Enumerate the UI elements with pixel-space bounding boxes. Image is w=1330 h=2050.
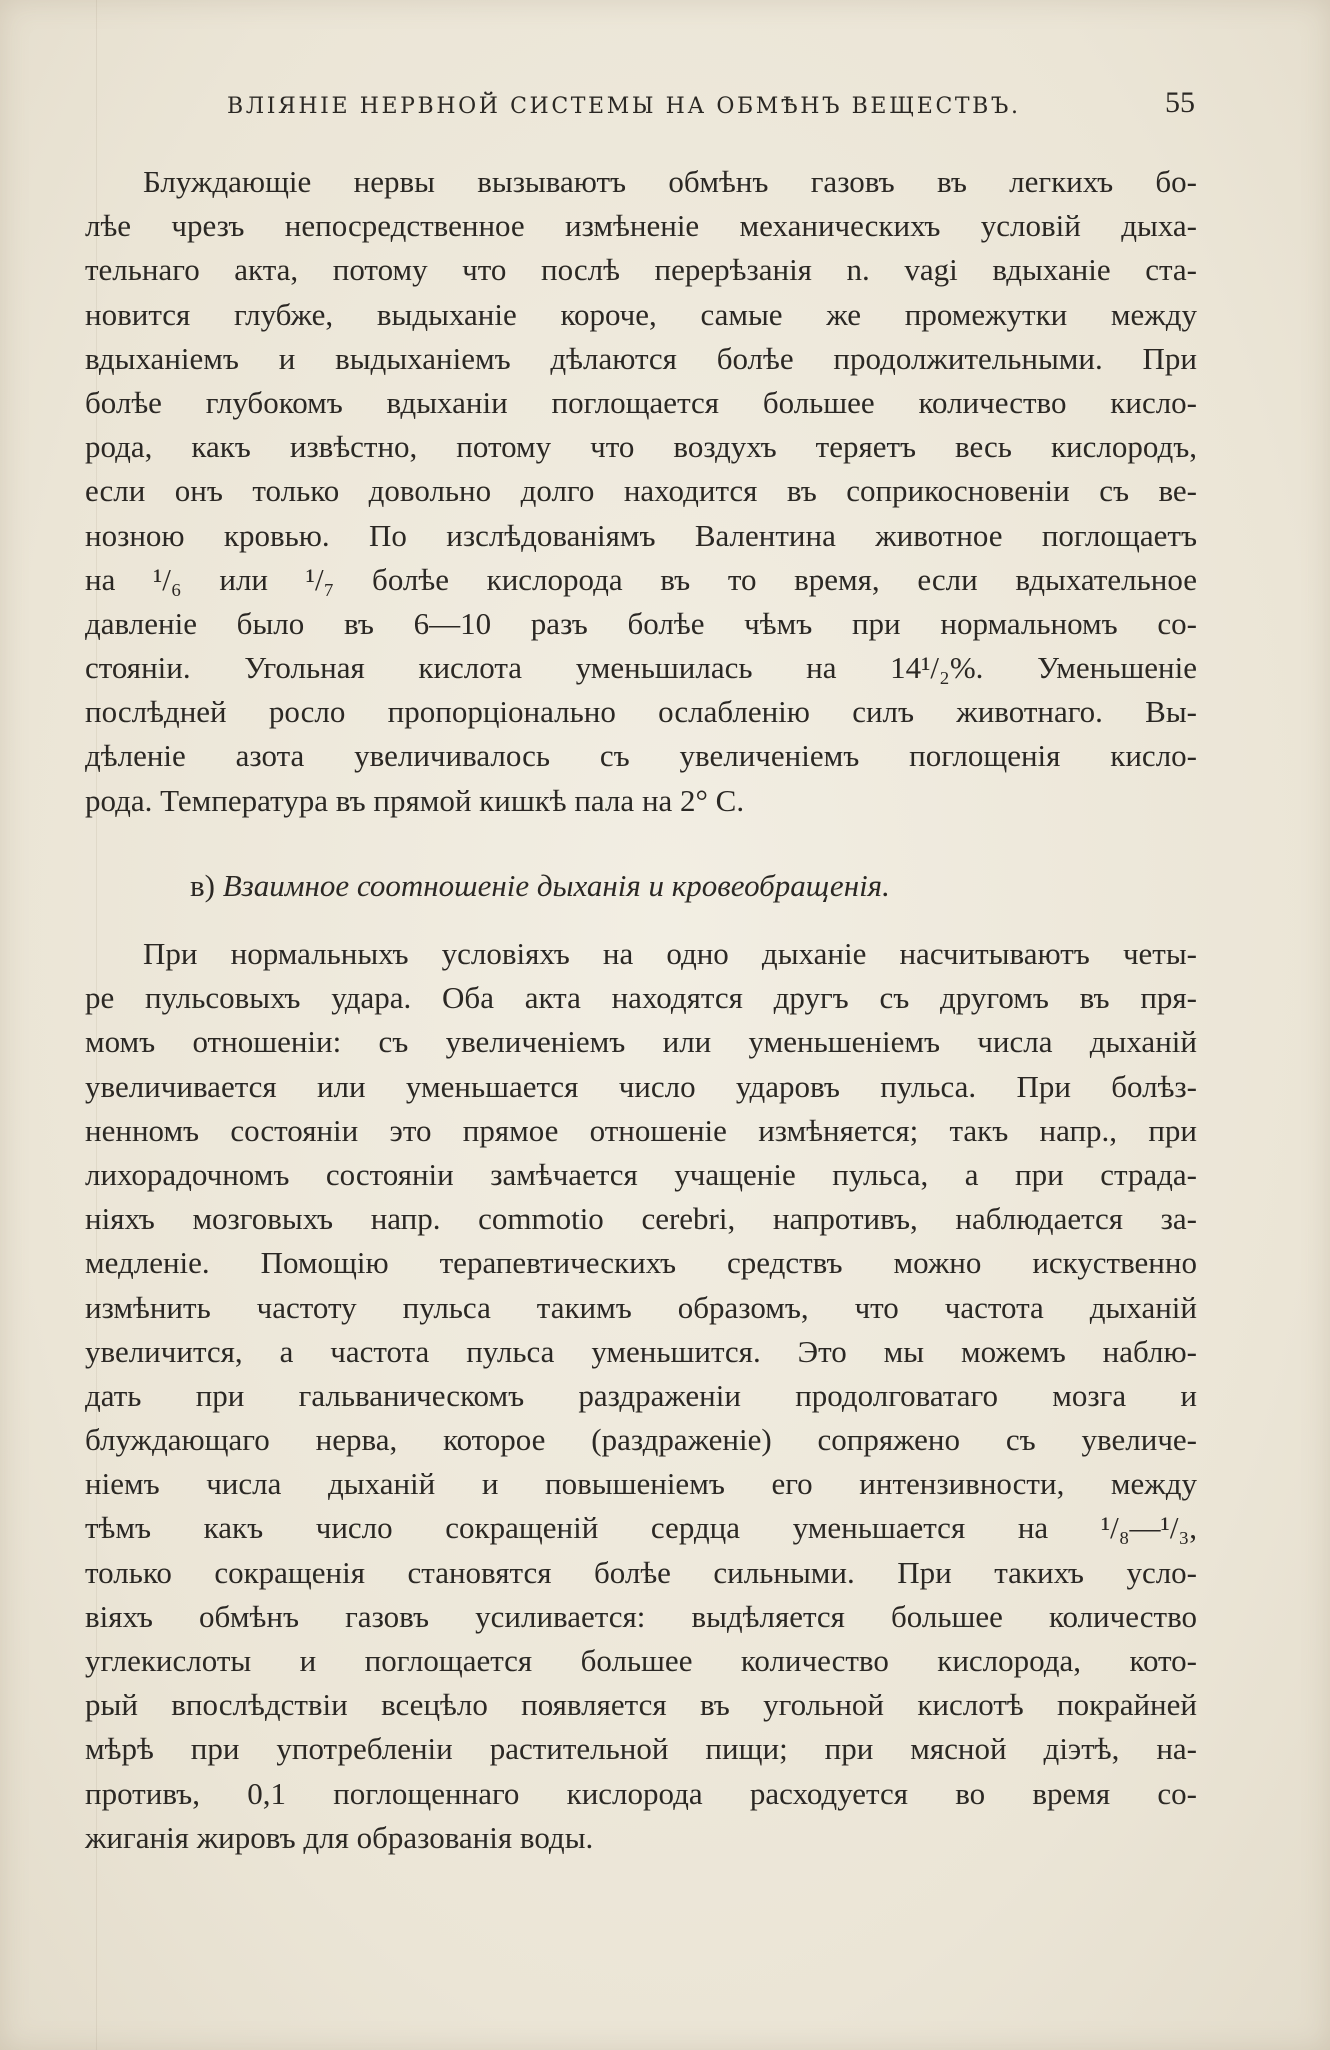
text-line: медленіе. Помощію терапевтическихъ средствъ можно искуственно <box>85 1245 1197 1281</box>
running-title: ВЛІЯНІЕ НЕРВНОЙ СИСТЕМЫ НА ОБМѢНЪ ВЕЩЕСТВЪ. <box>227 94 1021 119</box>
running-head <box>85 86 1195 126</box>
text-line: рода, какъ извѣстно, потому что воздухъ теряетъ весь кислородъ, <box>85 429 1197 465</box>
paragraph-respiration-circulation <box>85 932 1197 1860</box>
text-line: тельнаго акта, потому что послѣ перерѣзанія n. vagi вдыханіе ста- <box>85 252 1197 288</box>
text-line: момъ отношеніи: съ увеличеніемъ или уменьшеніемъ числа дыханій <box>85 1024 1197 1060</box>
text-line: новится глубже, выдыханіе короче, самые же промежутки между <box>85 296 1197 332</box>
text-line: лѣе чрезъ непосредственное измѣненіе механическихъ условій дыха- <box>85 208 1197 244</box>
text-line: измѣнить частоту пульса такимъ образомъ, что частота дыханій <box>85 1289 1197 1325</box>
section-heading <box>190 868 890 904</box>
text-line: увеличивается или уменьшается число ударовъ пульса. При болѣз- <box>85 1068 1197 1104</box>
text-line: послѣдней росло пропорціонально ослабленію силъ животнаго. Вы- <box>85 694 1197 730</box>
text-line: жиганія жировъ для образованія воды. <box>85 1819 594 1855</box>
text-line: ненномъ состояніи это прямое отношеніе измѣняется; такъ напр., при <box>85 1112 1197 1148</box>
section-heading-label: в) <box>190 868 215 903</box>
text-line: только сокращенія становятся болѣе сильными. При такихъ усло- <box>85 1554 1197 1590</box>
text-line: блуждающаго нерва, которое (раздраженіе) сопряжено съ увеличе- <box>85 1422 1197 1458</box>
paragraph-vagus-nerves <box>85 160 1197 823</box>
text-line: вдыханіемъ и выдыханіемъ дѣлаются болѣе продолжительными. При <box>85 340 1197 376</box>
text-line: на ¹/₆ или ¹/₇ болѣе кислорода въ то время, если вдыхательное <box>85 561 1197 597</box>
text-line: При нормальныхъ условіяхъ на одно дыханіе насчитываютъ четы- <box>143 936 1197 971</box>
text-line: углекислоты и поглощается большее количество кислорода, кото- <box>85 1643 1197 1678</box>
text-line: ніяхъ мозговыхъ напр. commotio cerebri, напротивъ, наблюдается за- <box>85 1201 1197 1237</box>
text-line: Блуждающіе нервы вызываютъ обмѣнъ газовъ въ легкихъ бо- <box>143 164 1197 199</box>
text-line: ре пульсовыхъ удара. Оба акта находятся другъ съ другомъ въ пря- <box>85 980 1197 1016</box>
text-line: мѣрѣ при употребленіи растительной пищи; при мясной діэтѣ, на- <box>85 1731 1197 1767</box>
text-line: болѣе глубокомъ вдыханіи поглощается большее количество кисло- <box>85 384 1197 420</box>
text-line: тѣмъ какъ число сокращеній сердца уменьшается на ¹/₈—¹/₃, <box>85 1510 1197 1546</box>
text-line: если онъ только довольно долго находится въ соприкосновеніи съ ве- <box>85 473 1197 509</box>
text-line: лихорадочномъ состояніи замѣчается учащеніе пульса, а при страда- <box>85 1156 1197 1192</box>
section-heading-title: Взаимное соотношеніе дыханія и кровеобращенія. <box>222 868 890 903</box>
text-line: рый впослѣдствіи всецѣло появляется въ угольной кислотѣ покрайней <box>85 1687 1197 1723</box>
text-line: дать при гальваническомъ раздраженіи продолговатаго мозга и <box>85 1377 1197 1413</box>
text-line: нозною кровью. По изслѣдованіямъ Валентина животное поглощаетъ <box>85 517 1197 553</box>
text-line: противъ, 0,1 поглощеннаго кислорода расходуется во время со- <box>85 1775 1197 1811</box>
text-line: рода. Температура въ прямой кишкѣ пала на 2° С. <box>85 782 745 818</box>
text-line: дѣленіе азота увеличивалось съ увеличеніемъ поглощенія кисло- <box>85 738 1197 774</box>
text-line: стояніи. Угольная кислота уменьшилась на 14¹/₂%. Уменьшеніе <box>85 650 1197 686</box>
text-line: давленіе было въ 6—10 разъ болѣе чѣмъ при нормальномъ со- <box>85 605 1197 641</box>
text-line: увеличится, а частота пульса уменьшится. Это мы можемъ наблю- <box>85 1333 1197 1369</box>
page-number: 55 <box>1165 86 1195 119</box>
text-line: віяхъ обмѣнъ газовъ усиливается: выдѣляется большее количество <box>85 1598 1197 1634</box>
text-line: ніемъ числа дыханій и повышеніемъ его интензивности, между <box>85 1466 1197 1502</box>
